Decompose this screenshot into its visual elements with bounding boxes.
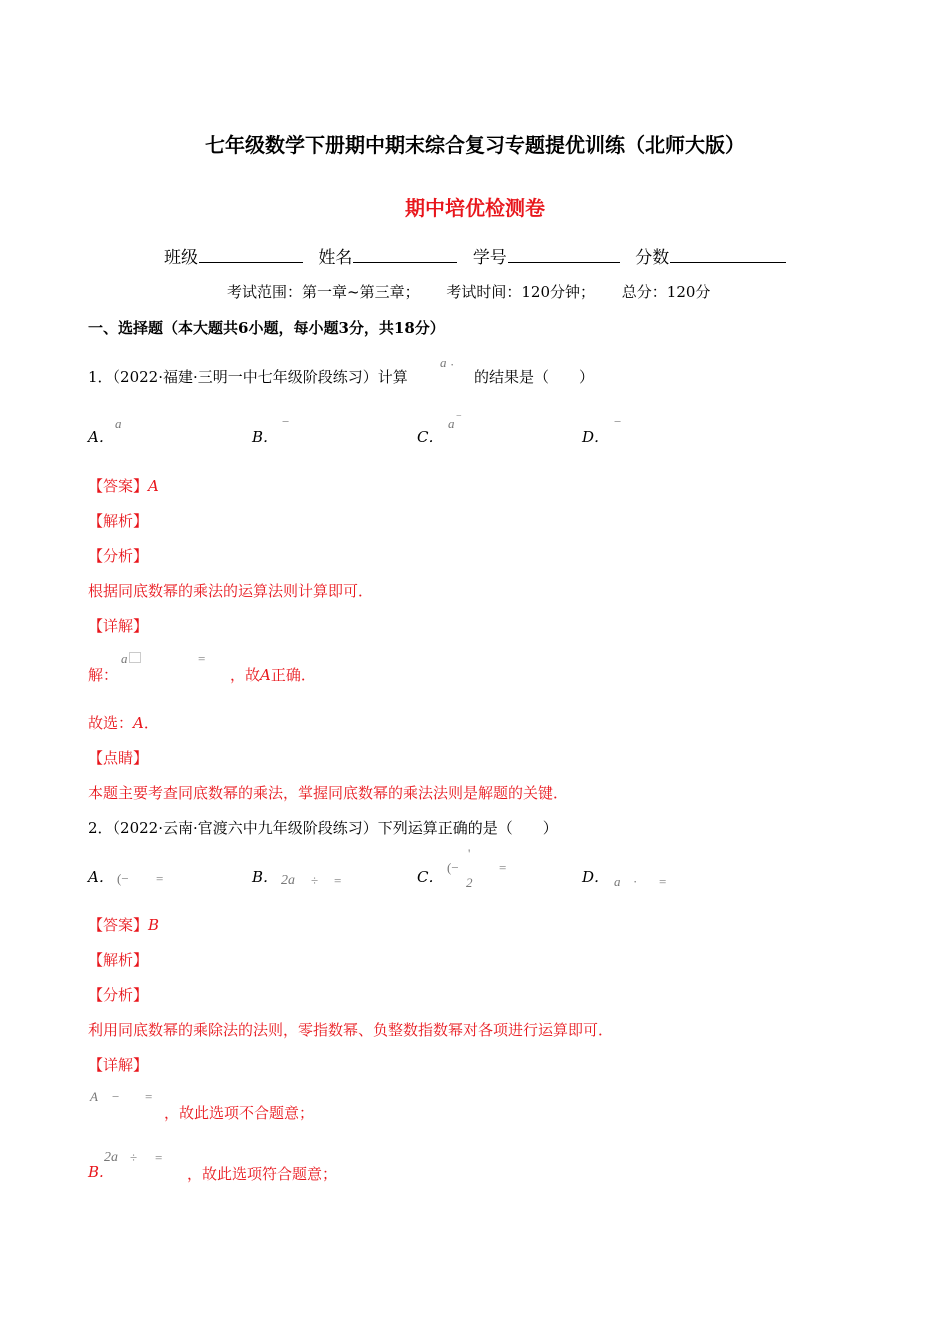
name-blank bbox=[353, 246, 457, 263]
question-2-option-b[interactable] bbox=[252, 866, 278, 887]
question-2-analysis-tag: 【解析】 bbox=[88, 951, 149, 969]
q2-line-a-math3: = bbox=[145, 1089, 153, 1104]
score-blank bbox=[670, 246, 786, 263]
option-c-math: a bbox=[448, 416, 455, 431]
answer-tag: 【答案】 bbox=[88, 477, 149, 495]
detail-text-post: 正确． bbox=[270, 666, 316, 684]
option-b-label: B． bbox=[252, 428, 279, 446]
exam-total: 总分：120分 bbox=[621, 283, 711, 301]
q2-option-c-math2: ' bbox=[468, 846, 471, 861]
question-1-answer bbox=[88, 475, 159, 496]
q2-line-a-text: ，故此选项不合题意； bbox=[164, 1104, 315, 1122]
question-1-stem-tail: 的结果是（ ） bbox=[474, 368, 595, 386]
q2-option-d-math3: = bbox=[659, 874, 667, 889]
question-2-answer bbox=[88, 914, 159, 935]
question-1-detail-prefix: 解： bbox=[88, 666, 119, 684]
q2-line-a-math2: − bbox=[112, 1089, 120, 1104]
answer-value: B bbox=[148, 916, 160, 934]
question-1-point-text: 本题主要考查同底数幂的乘法，掌握同底数幂的乘法法则是解题的关键． bbox=[88, 784, 569, 802]
q2-option-c-math3: 2 bbox=[466, 875, 473, 890]
question-1-choose bbox=[88, 712, 159, 733]
question-2-option-d[interactable] bbox=[582, 866, 609, 887]
question-1-math-a: a bbox=[440, 355, 447, 370]
option-d-label: D． bbox=[582, 428, 610, 446]
question-2-fenxi-tag: 【分析】 bbox=[88, 986, 149, 1004]
class-field bbox=[164, 243, 303, 268]
student-info-row bbox=[164, 243, 796, 268]
option-a-label: A． bbox=[88, 868, 114, 886]
q2-option-d-math1: a bbox=[614, 874, 621, 889]
q2-line-b-math1: 2a bbox=[104, 1150, 118, 1165]
class-blank bbox=[199, 246, 303, 263]
option-c-sup: − bbox=[456, 411, 462, 422]
q2-line-b-math2: ÷ bbox=[130, 1150, 138, 1165]
choose-prefix: 故选： bbox=[88, 714, 134, 732]
exam-time: 考试时间：120分钟； bbox=[446, 283, 595, 301]
option-a-math: a bbox=[115, 416, 122, 431]
q2-line-b-math3: = bbox=[155, 1150, 163, 1165]
question-1-point-tag: 【点睛】 bbox=[88, 749, 149, 767]
question-1-number: 1． bbox=[88, 368, 113, 386]
option-c-label: C． bbox=[417, 428, 444, 446]
question-1-option-c[interactable] bbox=[417, 426, 443, 447]
question-1-analysis-tag: 【解析】 bbox=[88, 512, 149, 530]
question-1-math-dot: · bbox=[450, 357, 455, 372]
question-1-option-a[interactable] bbox=[88, 426, 114, 447]
q2-option-d-math2: · bbox=[633, 874, 638, 889]
question-2-detail-tag: 【详解】 bbox=[88, 1056, 149, 1074]
detail-text-letter: A bbox=[260, 666, 271, 684]
question-2-source: （2022·云南·官渡六中九年级阶段练习）下列运算正确的是（ ） bbox=[112, 819, 558, 837]
q2-line-b-text: ，故此选项符合题意； bbox=[187, 1165, 338, 1183]
question-2-stem bbox=[88, 817, 558, 838]
q2-option-b-math3: = bbox=[334, 873, 342, 888]
name-label: 姓名 bbox=[318, 248, 353, 268]
question-1-fenxi-tag: 【分析】 bbox=[88, 547, 149, 565]
question-1-detail-math-box: ⃞ bbox=[129, 651, 142, 665]
document-subtitle: 期中培优检测卷 bbox=[405, 196, 545, 220]
question-1-detail-math-eq: = bbox=[198, 651, 206, 666]
option-d-label: D． bbox=[582, 868, 610, 886]
question-1-stem bbox=[88, 366, 408, 387]
exam-meta-row bbox=[227, 281, 732, 302]
id-blank bbox=[508, 246, 620, 263]
q2-option-c-math4: = bbox=[499, 860, 507, 875]
question-1-fenxi-text: 根据同底数幂的乘法的运算法则计算即可． bbox=[88, 582, 374, 600]
question-2-option-a[interactable] bbox=[88, 866, 114, 887]
q2-option-b-math2: ÷ bbox=[311, 873, 319, 888]
question-2-number: 2． bbox=[88, 819, 113, 837]
option-d-math: − bbox=[614, 414, 622, 429]
class-label: 班级 bbox=[164, 248, 198, 268]
question-1-source: （2022·福建·三明一中七年级阶段练习）计算 bbox=[112, 368, 408, 386]
question-1-option-d[interactable] bbox=[582, 426, 609, 447]
answer-tag: 【答案】 bbox=[88, 916, 149, 934]
id-field bbox=[473, 243, 620, 268]
detail-text-pre: ，故 bbox=[230, 666, 261, 684]
q2-option-a-math2: = bbox=[156, 871, 164, 886]
answer-value: A bbox=[148, 477, 159, 495]
section-heading: 一、选择题（本大题共6小题，每小题3分，共18分） bbox=[88, 319, 445, 337]
q2-line-a-math1: A bbox=[90, 1089, 98, 1104]
question-2-fenxi-text: 利用同底数幂的乘除法的法则，零指数幂、负整数指数幂对各项进行运算即可． bbox=[88, 1021, 614, 1039]
q2-option-c-math1: (− bbox=[447, 860, 459, 875]
option-b-label: B． bbox=[252, 868, 279, 886]
question-1-detail-math-a: a bbox=[121, 651, 128, 666]
score-field bbox=[635, 243, 786, 268]
question-1-option-b[interactable] bbox=[252, 426, 278, 447]
id-label: 学号 bbox=[472, 248, 507, 268]
exam-scope: 考试范围：第一章~第三章； bbox=[227, 283, 420, 301]
question-1-detail-tag: 【详解】 bbox=[88, 617, 149, 635]
option-a-label: A． bbox=[88, 428, 114, 446]
q2-option-a-math1: (− bbox=[117, 871, 129, 886]
option-b-math: − bbox=[282, 414, 290, 429]
document-title: 七年级数学下册期中期末综合复习专题提优训练（北师大版） bbox=[205, 133, 745, 157]
question-1-detail-text bbox=[230, 664, 316, 685]
choose-suffix: ． bbox=[143, 714, 159, 732]
question-2-option-c[interactable] bbox=[417, 866, 443, 887]
q2-line-b-letter: B. bbox=[88, 1163, 104, 1181]
name-field bbox=[318, 243, 457, 268]
score-label: 分数 bbox=[635, 248, 670, 268]
choose-value: A bbox=[133, 714, 144, 732]
q2-option-b-math1: 2a bbox=[281, 873, 295, 888]
option-c-label: C． bbox=[417, 868, 444, 886]
